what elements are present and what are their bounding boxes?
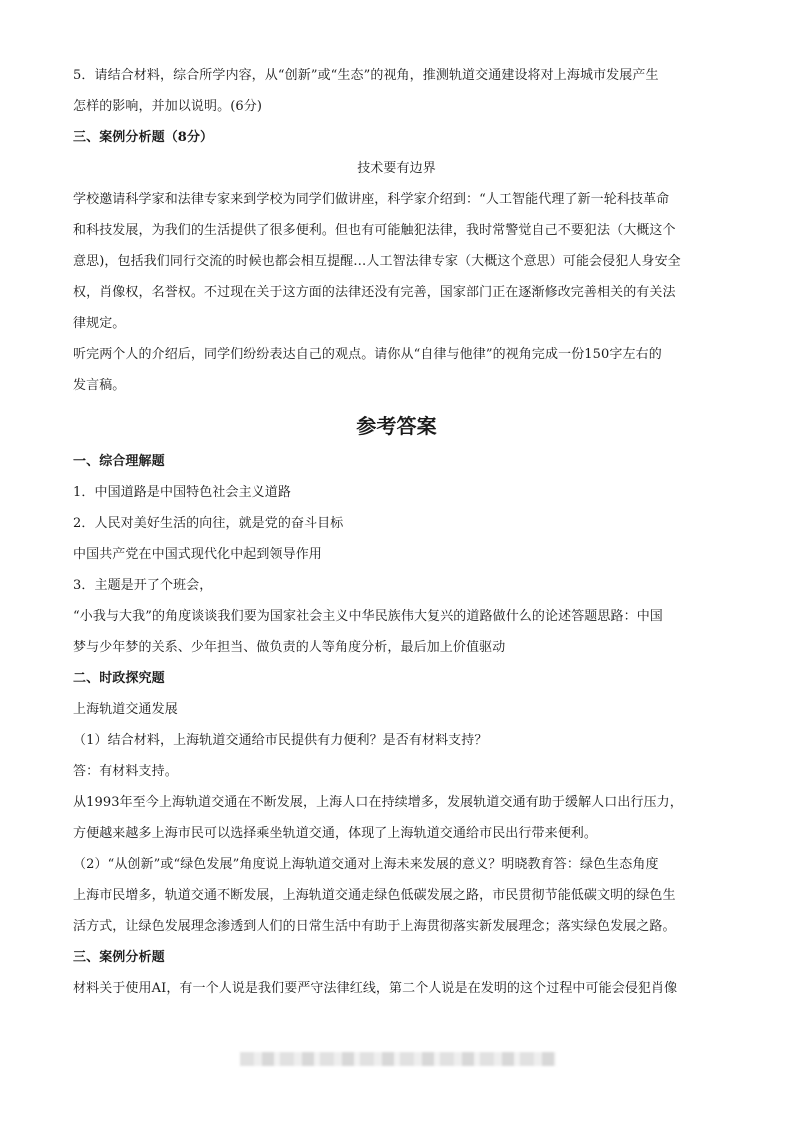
case-paragraph-line: 意思)，包括我们同行交流的时候也都会相互提醒…人工智法律专家（大概这个意思）可能会侵犯人身安全 (73, 254, 681, 269)
section-2-answer-1-detail: 方便越来越多上海市民可以选择乘坐轨道交通，体现了上海轨道交通给市民出行带来便利。 (73, 826, 598, 841)
answer-3-detail-line: 梦与少年梦的关系、少年担当、做负责的人等角度分析，最后加上价值驱动 (73, 640, 506, 655)
section-3-answer-text: 材料关于使用AI，有一个人说是我们要严守法律红线，第二个人说是在发明的这个过程中可能会侵犯肖像 (73, 981, 678, 996)
q5-text-line-2: 怎样的影响，并加以说明。(6分) (73, 99, 263, 114)
section-2-answer-1: 答：有材料支持。 (73, 764, 178, 779)
answer-3-detail-line: “小我与大我”的角度谈谈我们要为国家社会主义中华民族伟大复兴的道路做什么的论述答题思路：中国 (73, 609, 663, 624)
answer-1: 1．中国道路是中国特色社会主义道路 (73, 485, 291, 500)
answers-section-2-heading: 二、时政探究题 (73, 671, 165, 686)
answers-section-3-heading: 三、案例分析题 (73, 950, 165, 965)
blurred-footer-watermark (240, 1052, 556, 1066)
q5-text-line-1: 5．请结合材料，综合所学内容，从“创新”或“生态”的视角，推测轨道交通建设将对上海城市发展产生 (73, 68, 659, 83)
section-2-topic: 上海轨道交通发展 (73, 702, 178, 717)
case-task-line: 听完两个人的介绍后，同学们纷纷表达自己的观点。请你从“自律与他律”的视角完成一份150字左右的 (73, 347, 662, 362)
case-task-line: 发言稿。 (73, 378, 126, 393)
section-2-question-2-line: 活方式，让绿色发展理念渗透到人们的日常生活中有助于上海贯彻落实新发展理念；落实绿色发展之路。 (73, 919, 676, 934)
case-paragraph-line: 律规定。 (73, 316, 126, 331)
section-2-question-2-line: 上海市民增多，轨道交通不断发展，上海轨道交通走绿色低碳发展之路，市民贯彻节能低碳文明的绿色生 (73, 888, 676, 903)
case-paragraph-line: 学校邀请科学家和法律专家来到学校为同学们做讲座，科学家介绍到：“人工智能代理了新一轮科技革命 (73, 192, 670, 207)
section-3-heading: 三、案例分析题（8分） (73, 130, 214, 145)
case-title: 技术要有边界 (357, 161, 436, 176)
answer-3: 3．主题是开了个班会， (73, 578, 213, 593)
section-2-question-1: （1）结合材料，上海轨道交通给市民提供有力便利？是否有材料支持？ (73, 733, 488, 748)
section-2-question-2-line: （2）“从创新”或“绿色发展”角度说上海轨道交通对上海未来发展的意义？明晓教育答：绿色生态角度 (73, 857, 659, 872)
answers-title: 参考答案 (356, 414, 437, 438)
answers-section-1-heading: 一、综合理解题 (73, 454, 165, 469)
section-2-answer-1-detail: 从1993年至今上海轨道交通在不断发展，上海人口在持续增多，发展轨道交通有助于缓解人口出行压力， (73, 795, 683, 810)
case-paragraph-line: 和科技发展，为我们的生活提供了很多便利。但也有可能触犯法律，我时常警觉自己不要犯法（大概这个 (73, 223, 676, 238)
answer-2: 2．人民对美好生活的向往，就是党的奋斗目标 (73, 516, 344, 531)
answer-2-detail: 中国共产党在中国式现代化中起到领导作用 (73, 547, 322, 562)
case-paragraph-line: 权，肖像权，名誉权。不过现在关于这方面的法律还没有完善，国家部门正在逐渐修改完善相关的有关法 (73, 285, 676, 300)
